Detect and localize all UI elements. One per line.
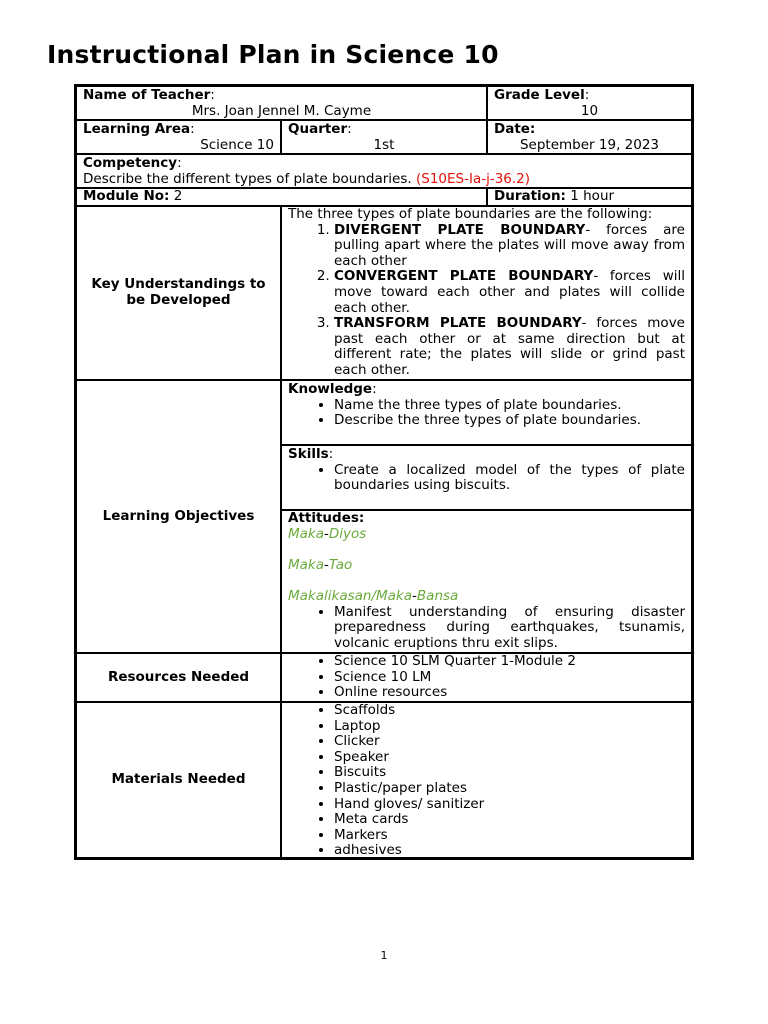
teacher-cell: Name of Teacher: Mrs. Joan Jennel M. Cayme: [76, 86, 487, 120]
list-item: • Plastic/paper plates: [334, 781, 685, 797]
area-cell: Learning Area: Science 10: [76, 120, 281, 154]
key-understandings-label-cell: [76, 206, 281, 380]
knowledge-cell: Knowledge: • Name the three types of plate boundaries. • Describe the three types of plate boundaries.: [281, 380, 692, 445]
document-title: Instructional Plan in Science 10: [47, 40, 499, 69]
list-item: • adhesives: [334, 843, 685, 859]
maka-tao-1: Maka: [288, 556, 325, 573]
date-cell: [487, 120, 692, 154]
key-understandings-intro: The three types of plate boundaries are the following:: [288, 206, 653, 222]
objectives-label-cell: [76, 380, 281, 653]
list-item: • Science 10 LM: [334, 670, 685, 686]
maka-diyos: Maka-Diyos: [288, 525, 367, 542]
list-item: [334, 223, 685, 270]
list-item: • Hand gloves/ sanitizer: [334, 797, 685, 813]
attitudes-label: Attitudes:: [288, 510, 365, 526]
maka-diyos-2: Diyos: [328, 525, 367, 542]
duration-label: Duration:: [494, 188, 566, 204]
quarter-value: 1st: [373, 136, 395, 153]
desc-divergent: - forces are pulling apart where the plates will move away from each other: [334, 221, 685, 269]
maka-diyos-1: Maka: [288, 525, 325, 542]
grade-value: 10: [580, 102, 599, 119]
resources-label: Resources Needed: [107, 668, 250, 685]
attitudes-cell: [281, 510, 692, 653]
area-label: Learning Area: [83, 121, 191, 137]
materials-label-cell: [76, 702, 281, 858]
desc-convergent: - forces will move toward each other and plates will collide each other.: [334, 268, 685, 316]
maka-bansa-2: Bansa: [416, 587, 459, 604]
module-cell: [76, 188, 487, 206]
list-item: • Online resources: [334, 685, 685, 701]
list-item: • Manifest understanding of ensuring disaster preparedness during earthquakes, tsunamis, volcanic eruptions thru exit slips.: [334, 605, 685, 652]
list-item: • Biscuits: [334, 765, 685, 781]
desc-transform: - forces move past each other or at same direction but at different rate; the plates will slide or grind past each other.: [334, 315, 685, 378]
duration-cell: [487, 188, 692, 206]
teacher-value: Mrs. Joan Jennel M. Cayme: [191, 102, 372, 119]
competency-code: (S10ES-Ia-j-36.2): [415, 170, 531, 187]
list-item: • Scaffolds: [334, 703, 685, 719]
list-item: • Clicker: [334, 734, 685, 750]
competency-text: Describe the different types of plate boundaries.: [83, 170, 412, 187]
quarter-label: Quarter: [288, 121, 348, 137]
objectives-label: Learning Objectives: [102, 507, 255, 524]
area-value: Science 10: [200, 136, 274, 153]
resources-label-cell: [76, 653, 281, 702]
module-label: Module No:: [83, 188, 170, 204]
grade-label: Grade Level: [494, 87, 585, 103]
list-item: [334, 316, 685, 378]
list-item: • Laptop: [334, 719, 685, 735]
knowledge-label: Knowledge: [288, 381, 373, 397]
list-item: • Name the three types of plate boundaries.: [334, 398, 685, 414]
maka-bansa: Makalikasan/Maka-Bansa: [288, 587, 459, 604]
quarter-cell: Quarter: 1st: [281, 120, 487, 154]
competency-label: Competency: [83, 155, 178, 171]
skills-label: Skills: [288, 446, 329, 462]
grade-cell: Grade Level: 10: [487, 86, 692, 120]
maka-tao-2: Tao: [328, 556, 353, 573]
key-understandings-label: Key Understandings to be Developed: [91, 276, 266, 308]
list-item: • Create a localized model of the types of plate boundaries using biscuits.: [334, 463, 685, 494]
list-item: • Meta cards: [334, 812, 685, 828]
list-item: • Science 10 SLM Quarter 1-Module 2: [334, 654, 685, 670]
list-item: • Speaker: [334, 750, 685, 766]
term-transform: TRANSFORM PLATE BOUNDARY: [334, 315, 582, 332]
skills-cell: Skills: • Create a localized model of the types of plate boundaries using biscuits.: [281, 445, 692, 510]
list-item: [334, 269, 685, 316]
term-divergent: DIVERGENT PLATE BOUNDARY: [334, 221, 586, 238]
key-understandings-content: [281, 206, 692, 380]
page-number: 1: [380, 949, 388, 962]
maka-tao: Maka-Tao: [288, 556, 353, 573]
materials-label: Materials Needed: [111, 771, 246, 788]
date-label: Date:: [494, 121, 536, 137]
term-convergent: CONVERGENT PLATE BOUNDARY: [334, 268, 594, 285]
resources-content: [281, 653, 692, 702]
list-item: • Describe the three types of plate boundaries.: [334, 413, 685, 429]
teacher-label: Name of Teacher: [83, 87, 211, 103]
maka-bansa-1: Makalikasan/Maka: [288, 587, 413, 604]
duration-value: 1 hour: [570, 188, 615, 204]
materials-content: [281, 702, 692, 858]
list-item: • Markers: [334, 828, 685, 844]
date-value: September 19, 2023: [519, 136, 660, 153]
module-value: 2: [173, 188, 183, 204]
competency-cell: Competency: Describe the different types of plate boundaries. (S10ES-Ia-j-36.2): [76, 154, 692, 188]
